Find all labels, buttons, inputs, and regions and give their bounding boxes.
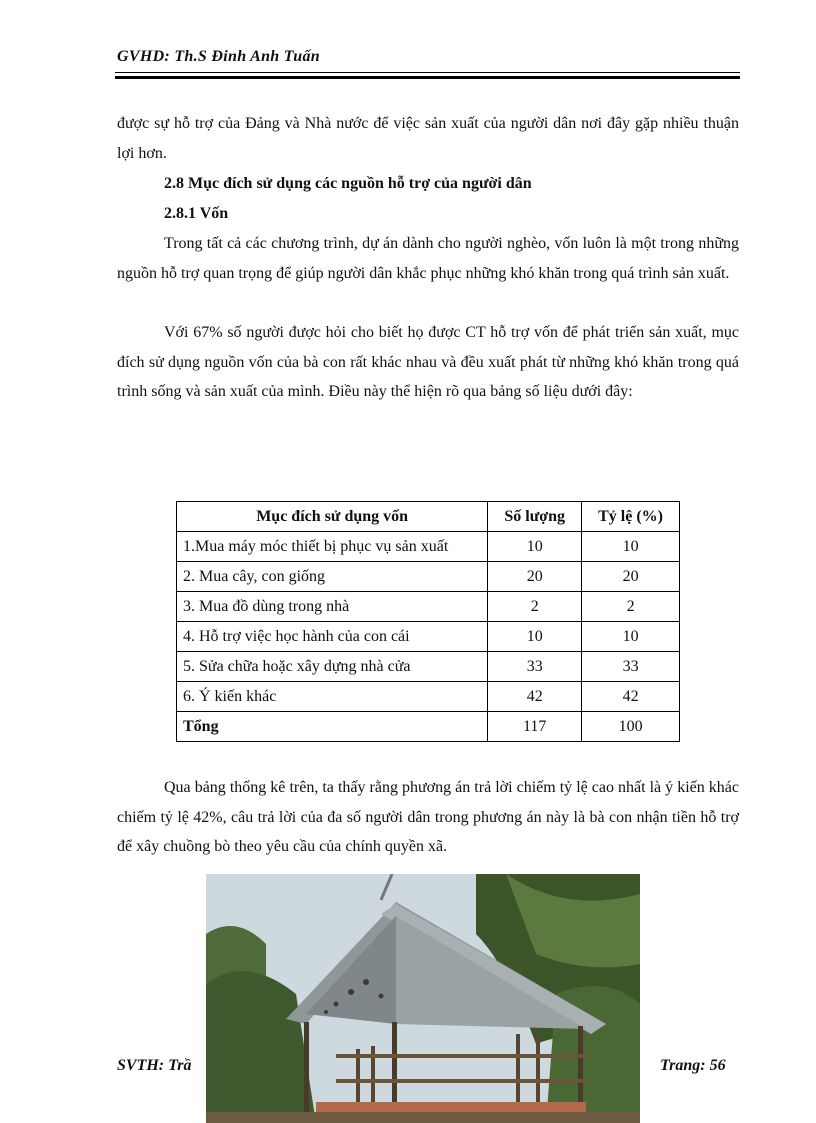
header-rule-thick [115, 76, 740, 79]
table-cell-percent: 33 [582, 652, 680, 682]
page-header-title: GVHD: Th.S Đinh Anh Tuấn [117, 48, 320, 65]
table-cell-count: 33 [488, 652, 582, 682]
table-cell-purpose: 2. Mua cây, con giống [177, 562, 488, 592]
paragraph-capital-intro: Trong tất cả các chương trình, dự án dành cho người nghèo, vốn luôn là một trong những nguồn hỗ trợ quan trọng để giúp người dân khắc phục những khó khăn trong quá trình sản xuất. [117, 235, 739, 282]
table-cell-purpose: 6. Ý kiến khác [177, 682, 488, 712]
table-header-percent: Tỷ lệ (%) [582, 502, 680, 532]
table-row [177, 532, 680, 562]
table-cell-percent: 10 [582, 532, 680, 562]
footer-page-number: Trang: 56 [660, 1057, 726, 1074]
table-row [177, 682, 680, 712]
table-total-count: 117 [488, 712, 582, 742]
table-total-percent: 100 [582, 712, 680, 742]
table-header-count: Số lượng [488, 502, 582, 532]
cattle-shed-illustration [206, 874, 640, 1123]
section-heading-2-8: 2.8 Mục đích sử dụng các nguồn hỗ trợ của người dân [164, 175, 532, 192]
table-cell-purpose: 5. Sửa chữa hoặc xây dựng nhà cửa [177, 652, 488, 682]
paragraph-continuation: được sự hỗ trợ của Đảng và Nhà nước để việc sản xuất của người dân nơi đây gặp nhiều thuận lợi hơn. [117, 115, 739, 162]
table-cell-count: 10 [488, 622, 582, 652]
table-cell-count: 2 [488, 592, 582, 622]
footer-student-label: SVTH: Trầ [117, 1057, 192, 1074]
table-header-purpose: Mục đích sử dụng vốn [177, 502, 488, 532]
table-cell-percent: 20 [582, 562, 680, 592]
table-cell-purpose: 1.Mua máy móc thiết bị phục vụ sản xuất [177, 532, 488, 562]
cattle-shed-photo [206, 874, 640, 1123]
table-cell-percent: 10 [582, 622, 680, 652]
table-header-row [177, 502, 680, 532]
section-heading-2-8-1: 2.8.1 Vốn [164, 205, 229, 222]
paragraph-table-analysis: Qua bảng thống kê trên, ta thấy rằng phương án trả lời chiếm tỷ lệ cao nhất là ý kiến khác chiếm tỷ lệ 42%, câu trả lời của đa số người dân trong phương án này là bà con nhận tiền hỗ trợ để xây chuồng bò theo yêu cầu của chính quyền xã. [117, 779, 739, 856]
table-row [177, 562, 680, 592]
table-cell-count: 20 [488, 562, 582, 592]
table-cell-purpose: 3. Mua đồ dùng trong nhà [177, 592, 488, 622]
table-total-row [177, 712, 680, 742]
table-row [177, 622, 680, 652]
table-cell-percent: 42 [582, 682, 680, 712]
header-rule-thin [115, 72, 740, 73]
table-total-label: Tổng [177, 712, 488, 742]
table-cell-purpose: 4. Hỗ trợ việc học hành của con cái [177, 622, 488, 652]
capital-usage-table [176, 501, 680, 742]
table-cell-count: 10 [488, 532, 582, 562]
table-cell-percent: 2 [582, 592, 680, 622]
table-row [177, 592, 680, 622]
table-cell-count: 42 [488, 682, 582, 712]
paragraph-capital-usage: Với 67% số người được hỏi cho biết họ được CT hỗ trợ vốn để phát triển sản xuất, mục đích sử dụng nguồn vốn của bà con rất khác nhau và đều xuất phát từ những khó khăn trong quá trình sống và sản xuất của mình. Điều này thể hiện rõ qua bảng số liệu dưới đây: [117, 324, 739, 401]
table-row [177, 652, 680, 682]
